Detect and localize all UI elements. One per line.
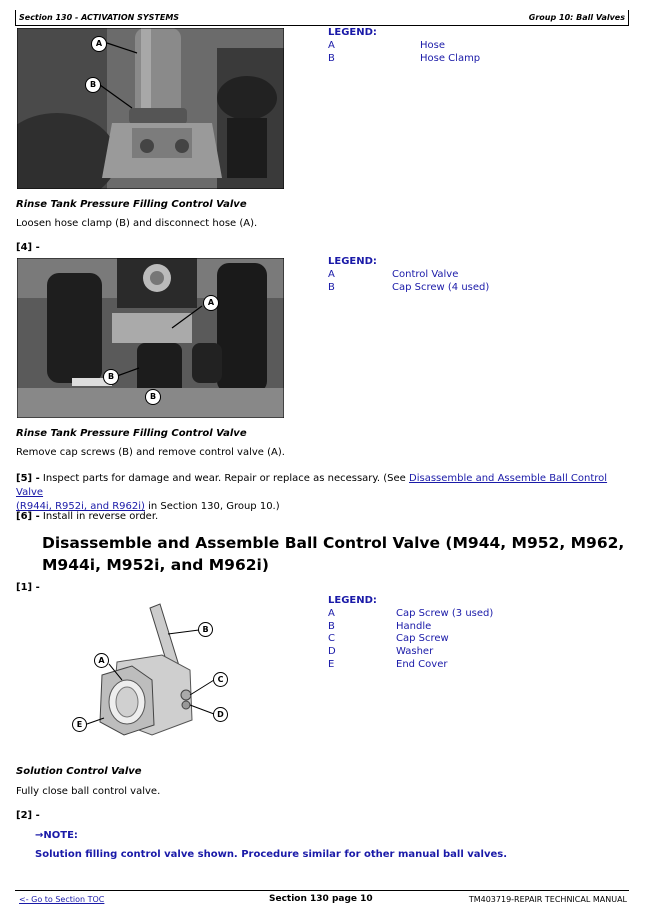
legend-2 <box>328 256 489 294</box>
step-5-text: Inspect parts for damage and wear. Repair or replace as necessary. (See <box>42 473 409 484</box>
step-6-label: [6] - <box>16 511 40 522</box>
legend-row <box>328 608 493 621</box>
step-4-label: [4] - <box>16 242 40 253</box>
step-5-label: [5] - <box>16 473 40 484</box>
callout-e: E <box>72 717 87 732</box>
callout-b: B <box>198 622 213 637</box>
callout-d: D <box>213 707 228 722</box>
footer-manual: TM403719-REPAIR TECHNICAL MANUAL <box>468 895 627 904</box>
legend-label: Control Valve <box>392 268 459 280</box>
figure-2-photo <box>17 258 284 418</box>
legend-key: D <box>328 646 336 658</box>
heading-line-1: Disassemble and Assemble Ball Control Valve (M944, M952, M962, <box>42 534 625 552</box>
header-section: Section 130 - ACTIVATION SYSTEMS <box>19 13 180 22</box>
figure-2-caption: Rinse Tank Pressure Filling Control Valve <box>16 428 247 439</box>
header-group: Group 10: Ball Valves <box>528 13 625 22</box>
legend-key: A <box>328 268 335 280</box>
figure-3-caption: Solution Control Valve <box>16 766 142 777</box>
footer-page: Section 130 page 10 <box>269 894 373 904</box>
legend-row <box>328 53 480 66</box>
legend-title: LEGEND: <box>328 595 377 606</box>
legend-key: E <box>328 658 335 670</box>
heading-line-2: M944i, M952i, and M962i) <box>42 556 269 574</box>
step-1-label: [1] - <box>16 582 40 593</box>
legend-label: Hose <box>420 39 445 51</box>
figure-3-drawing <box>62 600 252 760</box>
legend-key: B <box>328 620 335 632</box>
legend-label: Handle <box>396 620 432 632</box>
callout-b: B <box>85 77 101 93</box>
disassemble-link-models[interactable]: (R944i, R952i, and R962i) <box>16 501 145 512</box>
go-to-section-toc-link[interactable]: <- Go to Section TOC <box>19 895 105 904</box>
callout-b-2: B <box>145 389 161 405</box>
note-text: Solution filling control valve shown. Procedure similar for other manual ball valves. <box>35 849 507 860</box>
legend-key: A <box>328 607 335 619</box>
legend-key: A <box>328 39 335 51</box>
figure-2-text: Remove cap screws (B) and remove control valve (A). <box>16 447 285 458</box>
figure-1-text: Loosen hose clamp (B) and disconnect hose (A). <box>16 218 258 229</box>
legend-row <box>328 621 493 634</box>
footer-rule <box>15 890 629 891</box>
callout-a: A <box>94 653 109 668</box>
figure-3-text: Fully close ball control valve. <box>16 786 161 797</box>
step-6 <box>16 511 158 522</box>
step-6-text: Install in reverse order. <box>42 511 159 522</box>
disassemble-link[interactable]: Disassemble and Assemble Ball Control Valve <box>16 473 608 498</box>
step-5 <box>16 472 622 514</box>
legend-row <box>328 40 480 53</box>
legend-row <box>328 659 493 672</box>
legend-label: Hose Clamp <box>420 52 481 64</box>
legend-label: Cap Screw (3 used) <box>396 607 494 619</box>
legend-3 <box>328 595 493 672</box>
header-left-rule <box>15 10 16 26</box>
legend-row <box>328 282 489 295</box>
section-heading <box>42 532 624 576</box>
note-label: →NOTE: <box>35 830 78 841</box>
callout-a: A <box>91 36 107 52</box>
legend-key: B <box>328 281 335 293</box>
figure-1-photo <box>17 28 284 189</box>
legend-label: Washer <box>396 646 434 658</box>
legend-label: Cap Screw (4 used) <box>392 281 490 293</box>
step-5-after: in Section 130, Group 10.) <box>144 501 280 512</box>
step-2-label: [2] - <box>16 810 40 821</box>
legend-1 <box>328 27 480 65</box>
callout-b: B <box>103 369 119 385</box>
legend-title: LEGEND: <box>328 256 377 267</box>
legend-key: B <box>328 52 335 64</box>
header-right-rule <box>628 10 629 26</box>
legend-label: End Cover <box>396 658 448 670</box>
figure-1-caption: Rinse Tank Pressure Filling Control Valve <box>16 199 247 210</box>
legend-label: Cap Screw <box>396 633 449 645</box>
header-rule <box>15 25 629 26</box>
legend-title: LEGEND: <box>328 27 377 38</box>
legend-row <box>328 269 489 282</box>
legend-row <box>328 646 493 659</box>
legend-key: C <box>328 633 335 645</box>
legend-row <box>328 633 493 646</box>
callout-a: A <box>203 295 219 311</box>
callout-c: C <box>213 672 228 687</box>
